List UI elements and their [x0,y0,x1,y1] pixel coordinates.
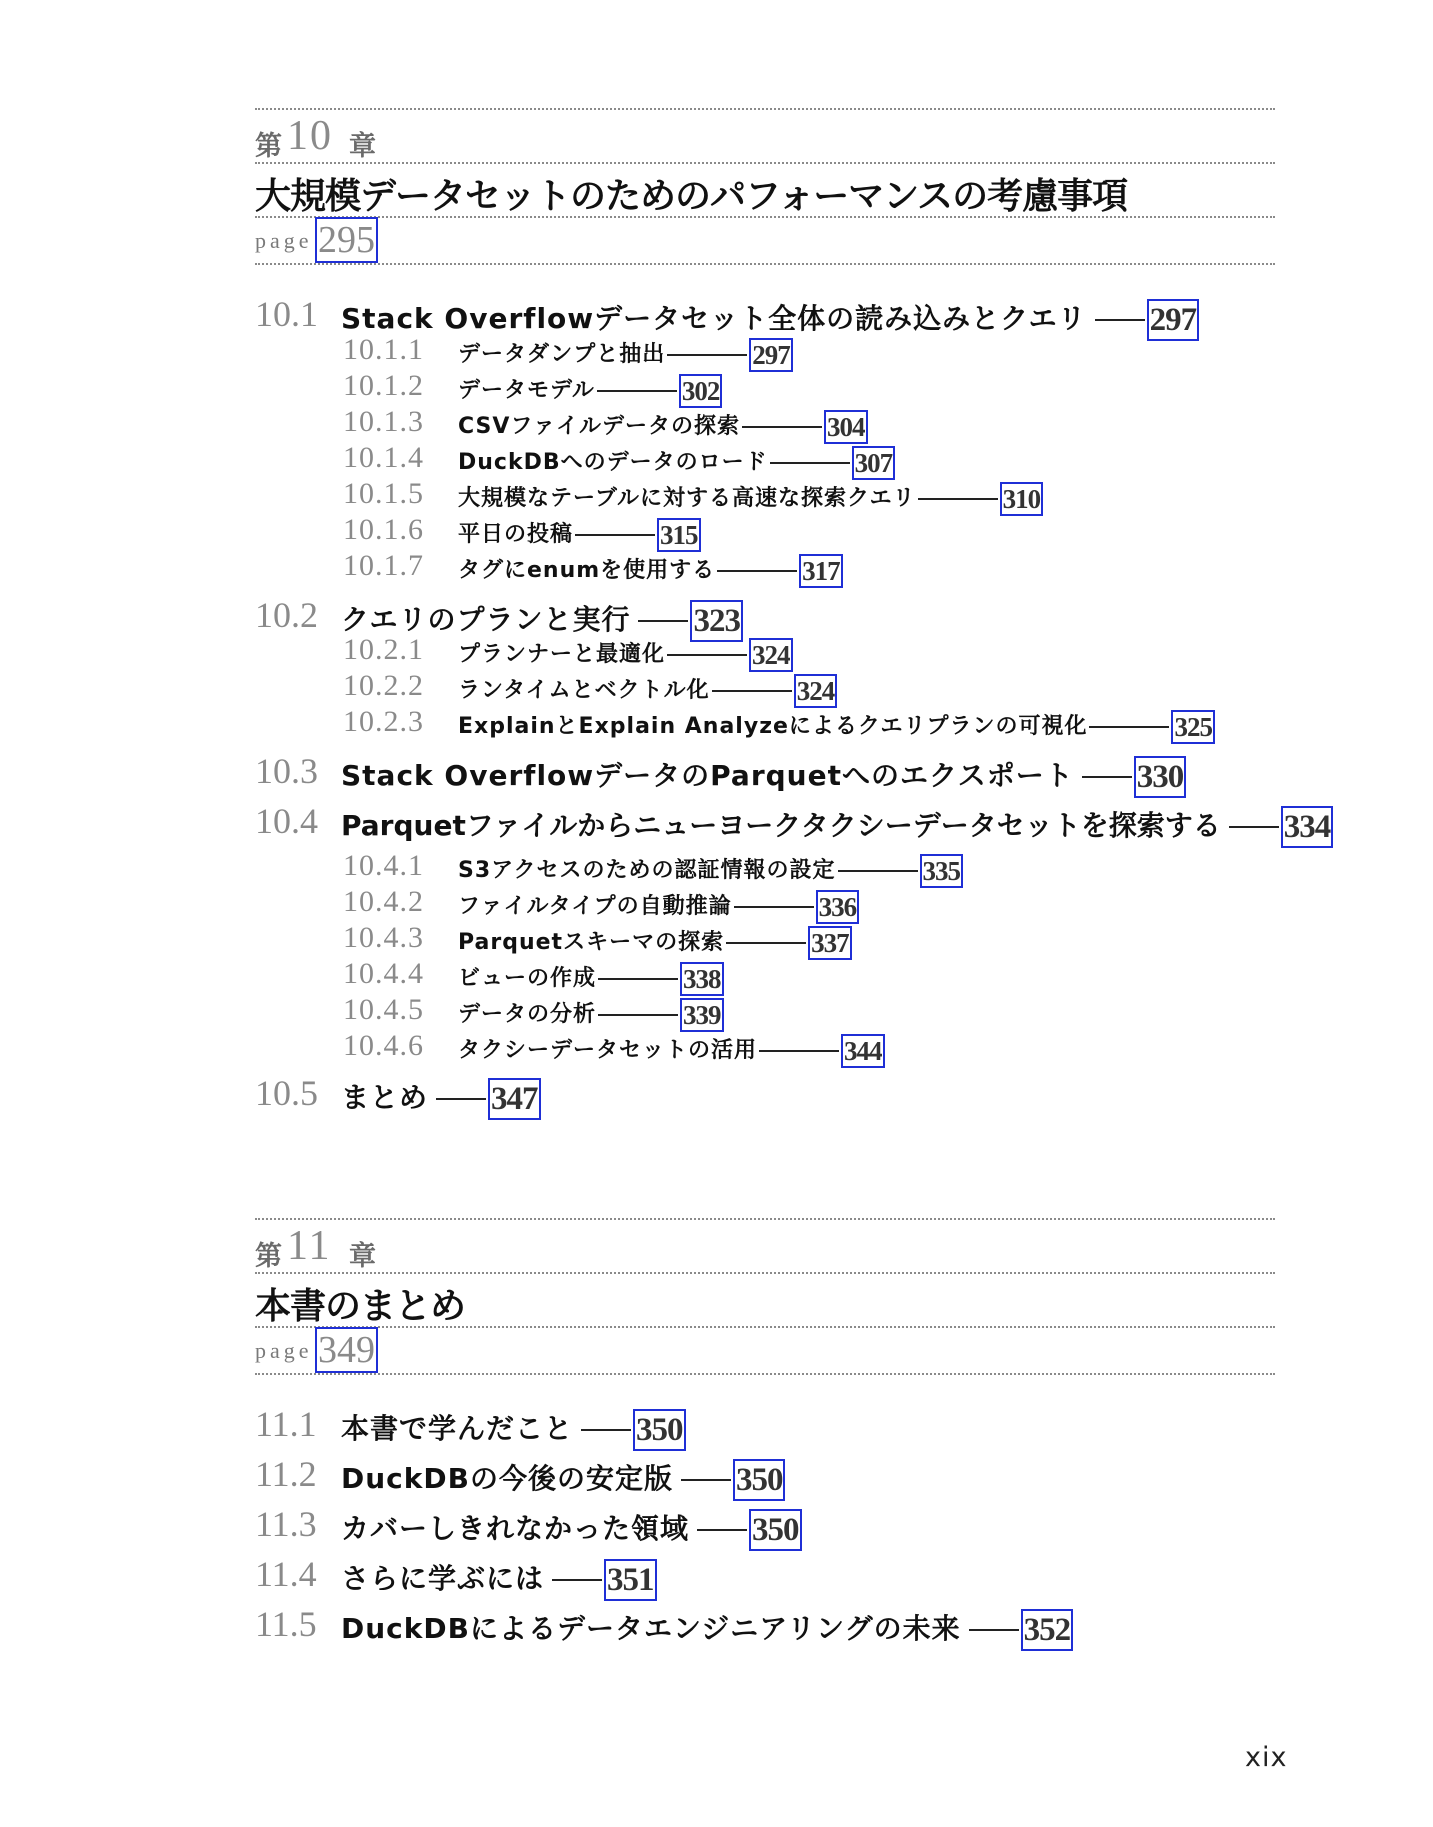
leader-line [1229,826,1279,828]
subsection-title[interactable]: プランナーと最適化 [458,642,666,667]
section-title[interactable]: Parquetファイルからニューヨークタクシーデータセットを探索する [341,809,1221,842]
subsection-title[interactable]: データダンプと抽出 [458,342,666,367]
subsection-title[interactable]: データモデル [458,378,595,403]
leader-line [697,1529,747,1531]
page-word: page [255,1338,313,1363]
leader-line [734,906,814,908]
section-number: 10.1 [255,294,318,334]
leader-line [667,354,747,356]
subsection-title[interactable]: S3アクセスのための認証情報の設定 [458,858,836,883]
chapter-number: 10 [287,113,333,159]
leader-line [1095,319,1145,321]
section-title[interactable]: 本書で学んだこと [341,1412,574,1445]
subsection-number: 10.2.2 [343,669,424,702]
page-link[interactable]: 351 [604,1559,657,1601]
subsection-title[interactable]: タグにenumを使用する [458,558,716,583]
chapter-title [255,164,1275,216]
subsection-number: 10.1.5 [343,477,424,510]
subsection-number: 10.4.1 [343,849,424,882]
leader-line [726,942,806,944]
page-link[interactable]: 347 [488,1078,541,1120]
page-link[interactable]: 350 [733,1459,786,1501]
subsection-title[interactable]: ビューの作成 [458,966,597,991]
page-link[interactable]: 344 [841,1034,885,1068]
chapter-label [255,110,1275,162]
section-number: 11.4 [255,1554,317,1594]
subsection-title[interactable]: CSVファイルデータの探索 [458,414,740,439]
page-link[interactable]: 325 [1171,710,1215,744]
section-title[interactable]: Stack OverflowデータのParquetへのエクスポート [341,759,1074,792]
subsection-number: 10.2.1 [343,633,424,666]
subsection-number: 10.1.4 [343,441,424,474]
section-title[interactable]: DuckDBの今後の安定版 [341,1462,673,1495]
chapter-title-text: 大規模データセットのためのパフォーマンスの考慮事項 [255,175,1128,217]
page-link[interactable]: 297 [749,338,793,372]
page-link[interactable]: 315 [657,518,701,552]
page-link[interactable]: 323 [690,600,743,642]
page-folio: xix [1245,1742,1288,1773]
leader-line [598,1014,678,1016]
chapter-page [255,1328,1275,1373]
subsection-number: 10.1.6 [343,513,424,546]
page-link[interactable]: 337 [808,926,852,960]
subsection-title[interactable]: 大規模なテーブルに対する高速な探索クエリ [458,486,916,511]
leader-line [681,1479,731,1481]
subsection-number: 10.2.3 [343,705,424,738]
section-number: 10.4 [255,801,318,841]
page-link[interactable]: 338 [680,962,724,996]
page-link[interactable]: 297 [1147,299,1200,341]
section-title[interactable]: まとめ [341,1081,429,1114]
page-word: page [255,228,313,253]
page-link[interactable]: 324 [794,674,838,708]
page-link[interactable]: 317 [799,554,843,588]
leader-line [581,1429,631,1431]
subsection-title[interactable]: DuckDBへのデータのロード [458,450,768,475]
section-number: 11.2 [255,1454,317,1494]
subsection-number: 10.4.3 [343,921,424,954]
divider [255,263,1275,265]
section-number: 11.1 [255,1404,317,1444]
subsection-title[interactable]: ExplainとExplain Analyzeによるクエリプランの可視化 [458,714,1088,739]
leader-line [638,620,688,622]
section-title[interactable]: さらに学ぶには [341,1562,545,1595]
section-title[interactable]: Stack Overflowデータセット全体の読み込みとクエリ [341,302,1087,335]
leader-line [598,978,678,980]
chapter-prefix: 第 [255,131,282,162]
section-number: 10.2 [255,595,318,635]
chapter-number: 11 [287,1223,332,1269]
page-link[interactable]: 350 [633,1409,686,1451]
page-link[interactable]: 336 [816,890,860,924]
page-link[interactable]: 310 [1000,482,1044,516]
subsection-number: 10.4.6 [343,1029,424,1062]
subsection-title[interactable]: Parquetスキーマの探索 [458,930,725,955]
leader-line [1089,726,1169,728]
leader-line [742,426,822,428]
section-title[interactable]: DuckDBによるデータエンジニアリングの未来 [341,1612,961,1645]
page-link[interactable]: 352 [1021,1609,1074,1651]
section-number: 11.5 [255,1604,317,1644]
chapter-title-text: 本書のまとめ [255,1285,466,1327]
page-link[interactable]: 302 [679,374,723,408]
subsection-title[interactable]: データの分析 [458,1002,597,1027]
subsection-number: 10.1.7 [343,549,424,582]
leader-line [552,1579,602,1581]
subsection-number: 10.4.4 [343,957,424,990]
chapter-10-header [255,108,1275,265]
chapter-prefix: 第 [255,1241,282,1272]
divider [255,1373,1275,1375]
chapter-title [255,1274,1275,1326]
subsection-number: 10.4.5 [343,993,424,1026]
section-number: 11.3 [255,1504,317,1544]
chapter-11-header [255,1218,1275,1375]
subsection-title[interactable]: タクシーデータセットの活用 [458,1038,758,1063]
section-number: 10.5 [255,1073,318,1113]
leader-line [436,1098,486,1100]
page-link[interactable]: 334 [1281,806,1334,848]
leader-line [770,462,850,464]
toc-page [255,0,1331,1827]
subsection-title[interactable]: ランタイムとベクトル化 [458,678,710,703]
leader-line [597,390,677,392]
subsection-number: 10.1.2 [343,369,424,402]
leader-line [1082,776,1132,778]
page-link[interactable]: 335 [920,854,964,888]
leader-line [575,534,655,536]
chapter-page [255,218,1275,263]
subsection-number: 10.1.3 [343,405,424,438]
section-title[interactable]: カバーしきれなかった領域 [341,1512,690,1545]
subsection-number: 10.1.1 [343,333,424,366]
leader-line [838,870,918,872]
section-number: 10.3 [255,751,318,791]
page-link[interactable]: 339 [680,998,724,1032]
chapter-page-number[interactable]: 295 [315,217,378,263]
subsection-title[interactable]: ファイルタイプの自動推論 [458,894,732,919]
subsection-title[interactable]: 平日の投稿 [458,522,574,547]
subsection-number: 10.4.2 [343,885,424,918]
leader-line [759,1050,839,1052]
chapter-suffix: 章 [349,1241,376,1272]
leader-line [712,690,792,692]
page-link[interactable]: 307 [852,446,896,480]
page-link[interactable]: 350 [749,1509,802,1551]
chapter-label [255,1220,1275,1272]
leader-line [717,570,797,572]
leader-line [918,498,998,500]
leader-line [667,654,747,656]
leader-line [969,1629,1019,1631]
page-link[interactable]: 324 [749,638,793,672]
page-link[interactable]: 330 [1134,756,1187,798]
page-link[interactable]: 304 [824,410,868,444]
section-title[interactable]: クエリのプランと実行 [341,603,631,636]
chapter-suffix: 章 [349,131,376,162]
chapter-page-number[interactable]: 349 [315,1327,378,1373]
